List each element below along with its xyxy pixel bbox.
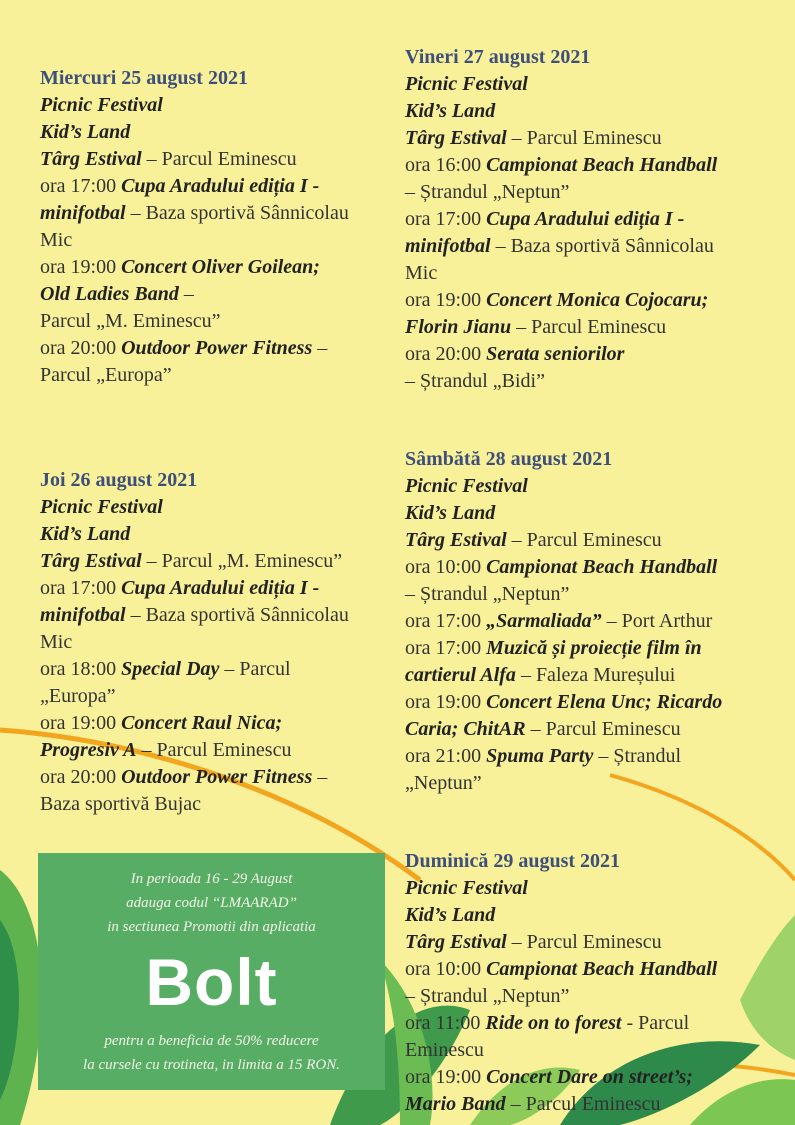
event-line: [405, 71, 780, 98]
event-detail: ora 10:00: [405, 556, 487, 578]
event-detail: – Parcul „M. Eminescu”: [141, 550, 343, 572]
event-line: [405, 125, 780, 152]
event-detail: – Baza sportivă Sânnicolau: [125, 604, 349, 626]
event-line: [405, 929, 780, 956]
event-line: [40, 521, 395, 548]
event-detail: ora 20:00: [40, 766, 122, 788]
event-name: Campionat Beach Handball: [486, 556, 718, 578]
event-detail: – Parcul Eminescu: [506, 127, 662, 149]
event-detail: – Port Arthur: [601, 610, 713, 632]
day-spacer: [405, 395, 780, 446]
event-detail: – Ștrandul: [593, 745, 682, 767]
event-detail: „Europa”: [40, 685, 116, 707]
event-detail: ora 17:00: [405, 610, 487, 632]
event-name: Ride on to forest: [485, 1012, 622, 1034]
event-line: [40, 308, 395, 335]
event-name: Kid’s Land: [40, 121, 131, 143]
event-name: Kid’s Land: [405, 904, 496, 926]
event-detail: – Parcul Eminescu: [511, 316, 667, 338]
event-detail: – Faleza Mureșului: [515, 664, 676, 686]
event-detail: ora 18:00: [40, 658, 122, 680]
event-name: Concert Dare on street’s;: [486, 1066, 693, 1088]
event-name: minifotbal: [405, 235, 491, 257]
event-detail: ora 21:00: [405, 745, 487, 767]
event-detail: – Ștrandul „Neptun”: [405, 181, 570, 203]
event-line: [405, 260, 780, 287]
event-name: Campionat Beach Handball: [486, 958, 718, 980]
event-line: [40, 362, 395, 389]
day-block: [405, 848, 780, 1118]
event-name: Târg Estival: [405, 127, 507, 149]
event-detail: –: [312, 337, 328, 359]
event-detail: ora 17:00: [405, 208, 487, 230]
event-detail: ora 19:00: [405, 1066, 487, 1088]
event-name: Special Day: [121, 658, 220, 680]
event-line: [40, 200, 395, 227]
event-name: Florin Jianu: [405, 316, 512, 338]
event-detail: ora 11:00: [405, 1012, 486, 1034]
event-line: [405, 500, 780, 527]
event-name: Muzică și proiecție film în: [486, 637, 702, 659]
event-line: [40, 656, 395, 683]
event-line: [40, 335, 395, 362]
day-heading: Miercuri 25 august 2021: [40, 67, 248, 89]
event-line: [40, 146, 395, 173]
event-detail: ora 17:00: [40, 175, 122, 197]
bolt-logo: Bolt: [145, 945, 278, 1019]
event-line: [405, 1064, 780, 1091]
promo-line: la cursele cu trotineta, in limita a 15 RON.: [83, 1057, 340, 1073]
day-block: [405, 446, 780, 797]
event-detail: – Parcul Eminescu: [136, 739, 292, 761]
event-name: Cupa Aradului ediția I -: [486, 208, 685, 230]
event-detail: - Parcul: [621, 1012, 690, 1034]
event-line: [405, 581, 780, 608]
event-name: Outdoor Power Fitness: [121, 337, 313, 359]
event-line: [40, 575, 395, 602]
event-line: [405, 716, 780, 743]
event-line: [40, 737, 395, 764]
event-detail: –: [178, 283, 194, 305]
event-name: minifotbal: [40, 202, 126, 224]
event-line: [40, 254, 395, 281]
day-spacer: [405, 797, 780, 848]
event-name: cartierul Alfa: [405, 664, 516, 686]
event-detail: – Parcul Eminescu: [506, 529, 662, 551]
event-detail: – Baza sportivă Sânnicolau: [490, 235, 714, 257]
event-detail: Eminescu: [405, 1039, 484, 1061]
event-name: Kid’s Land: [40, 523, 131, 545]
event-name: Picnic Festival: [405, 73, 528, 95]
event-detail: – Parcul: [219, 658, 291, 680]
event-detail: ora 19:00: [405, 691, 487, 713]
event-detail: Parcul „M. Eminescu”: [40, 310, 221, 332]
event-line: [405, 1091, 780, 1118]
event-detail: – Parcul Eminescu: [505, 1093, 661, 1115]
event-detail: ora 20:00: [405, 343, 487, 365]
event-line: [405, 527, 780, 554]
day-heading: Duminică 29 august 2021: [405, 850, 621, 872]
event-line: [405, 554, 780, 581]
event-detail: „Neptun”: [405, 772, 482, 794]
event-detail: – Parcul Eminescu: [141, 148, 297, 170]
event-line: [40, 791, 395, 818]
event-line: [405, 206, 780, 233]
event-line: [40, 494, 395, 521]
event-detail: Mic: [405, 262, 438, 284]
event-name: Concert Elena Unc; Ricardo: [486, 691, 723, 713]
event-detail: – Parcul Eminescu: [525, 718, 681, 740]
event-detail: – Ștrandul „Bidi”: [405, 370, 545, 392]
event-line: [405, 233, 780, 260]
event-name: Concert Oliver Goilean;: [121, 256, 320, 278]
event-line: [40, 119, 395, 146]
event-line: [40, 92, 395, 119]
event-line: [405, 662, 780, 689]
event-name: Kid’s Land: [405, 502, 496, 524]
event-name: Mario Band: [405, 1093, 506, 1115]
event-line: [405, 368, 780, 395]
event-line: [405, 983, 780, 1010]
event-line: [40, 173, 395, 200]
event-line: [405, 179, 780, 206]
event-name: minifotbal: [40, 604, 126, 626]
event-line: [405, 875, 780, 902]
event-detail: – Baza sportivă Sânnicolau: [125, 202, 349, 224]
event-name: Kid’s Land: [405, 100, 496, 122]
day-heading: Joi 26 august 2021: [40, 469, 198, 491]
event-line: [405, 956, 780, 983]
event-detail: ora 17:00: [405, 637, 487, 659]
event-line: [405, 287, 780, 314]
event-line: [405, 689, 780, 716]
promo-line: in sectiunea Promotii din aplicatia: [107, 919, 316, 935]
event-detail: ora 10:00: [405, 958, 487, 980]
event-detail: Parcul „Europa”: [40, 364, 172, 386]
event-line: [40, 710, 395, 737]
event-detail: – Ștrandul „Neptun”: [405, 985, 570, 1007]
event-line: [405, 98, 780, 125]
event-line: [40, 629, 395, 656]
day-block: [405, 44, 780, 395]
promo-line: In perioada 16 - 29 August: [130, 871, 293, 887]
event-line: [40, 548, 395, 575]
event-detail: ora 17:00: [40, 577, 122, 599]
event-line: [405, 473, 780, 500]
event-line: [40, 227, 395, 254]
event-line: [405, 902, 780, 929]
event-name: Concert Monica Cojocaru;: [486, 289, 709, 311]
day-block: [40, 65, 395, 389]
event-line: [405, 770, 780, 797]
day-heading: Sâmbătă 28 august 2021: [405, 448, 613, 470]
event-detail: – Ștrandul „Neptun”: [405, 583, 570, 605]
event-name: Spuma Party: [486, 745, 594, 767]
event-line: [405, 608, 780, 635]
event-detail: Baza sportivă Bujac: [40, 793, 202, 815]
event-name: Outdoor Power Fitness: [121, 766, 313, 788]
event-name: Picnic Festival: [405, 877, 528, 899]
event-name: Cupa Aradului ediția I -: [121, 175, 320, 197]
event-detail: Mic: [40, 229, 73, 251]
event-line: [40, 602, 395, 629]
event-line: [405, 635, 780, 662]
event-detail: ora 19:00: [40, 256, 122, 278]
schedule-left-column: [40, 65, 395, 818]
promo-line: adauga codul “LMAARAD”: [126, 895, 297, 911]
event-name: Serata seniorilor: [486, 343, 625, 365]
event-name: Picnic Festival: [405, 475, 528, 497]
event-detail: – Parcul Eminescu: [506, 931, 662, 953]
event-name: Cupa Aradului ediția I -: [121, 577, 320, 599]
day-spacer: [40, 389, 395, 467]
event-name: Târg Estival: [40, 550, 142, 572]
event-line: [405, 1037, 780, 1064]
event-line: [405, 314, 780, 341]
event-line: [40, 683, 395, 710]
event-detail: ora 16:00: [405, 154, 487, 176]
event-detail: ora 19:00: [40, 712, 122, 734]
event-detail: Mic: [40, 631, 73, 653]
bolt-promo-box: [38, 853, 385, 1090]
event-detail: –: [312, 766, 328, 788]
event-line: [405, 743, 780, 770]
event-name: Campionat Beach Handball: [486, 154, 718, 176]
day-heading: Vineri 27 august 2021: [405, 46, 591, 68]
event-line: [40, 764, 395, 791]
event-name: „Sarmaliada”: [486, 610, 602, 632]
event-detail: ora 20:00: [40, 337, 122, 359]
event-detail: ora 19:00: [405, 289, 487, 311]
event-name: Picnic Festival: [40, 496, 163, 518]
event-name: Old Ladies Band: [40, 283, 179, 305]
event-name: Târg Estival: [40, 148, 142, 170]
event-line: [405, 1010, 780, 1037]
event-name: Târg Estival: [405, 529, 507, 551]
event-line: [405, 341, 780, 368]
event-line: [40, 281, 395, 308]
event-name: Progresiv A: [40, 739, 137, 761]
event-name: Concert Raul Nica;: [121, 712, 283, 734]
schedule-right-column: [405, 44, 780, 1118]
event-line: [405, 152, 780, 179]
day-block: [40, 467, 395, 818]
promo-line: pentru a beneficia de 50% reducere: [104, 1033, 319, 1049]
event-name: Caria; ChitAR: [405, 718, 526, 740]
event-name: Picnic Festival: [40, 94, 163, 116]
event-name: Târg Estival: [405, 931, 507, 953]
